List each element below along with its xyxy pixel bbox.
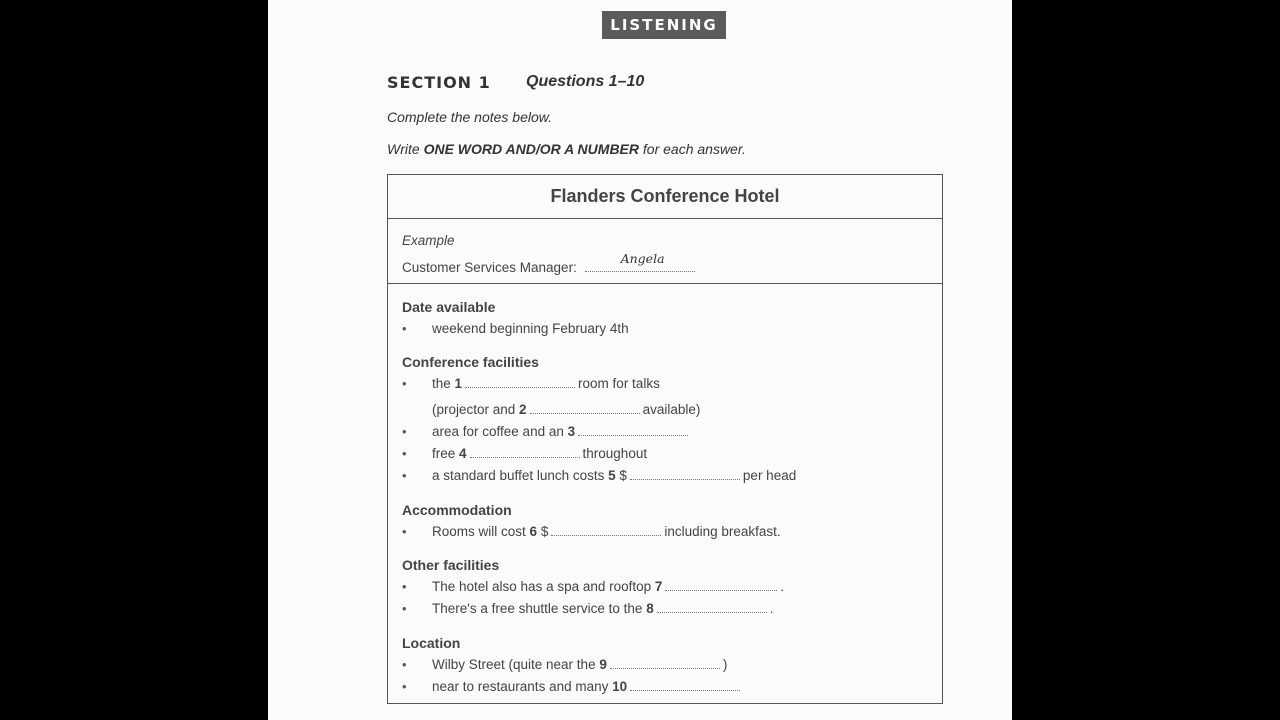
heading-other-facilities: Other facilities <box>402 557 500 573</box>
heading-conference-facilities: Conference facilities <box>402 354 539 370</box>
answer-blank-10[interactable] <box>630 679 740 691</box>
answer-blank-3[interactable] <box>578 424 688 436</box>
bullet: • <box>402 468 407 483</box>
example-line: Customer Services Manager: Angela <box>402 259 695 275</box>
bullet: • <box>402 657 407 672</box>
bullet: • <box>402 376 407 391</box>
section-label: SECTION 1 <box>387 73 491 92</box>
bullet: • <box>402 679 407 694</box>
instruction-word-limit: Write ONE WORD AND/OR A NUMBER for each answer. <box>387 141 746 157</box>
question-5-line: a standard buffet lunch costs 5 $ per head <box>432 468 797 483</box>
answer-blank-7[interactable] <box>665 579 777 591</box>
listening-banner: LISTENING <box>602 11 726 39</box>
answer-blank-5[interactable] <box>630 468 740 480</box>
example-section <box>388 219 942 284</box>
bullet: • <box>402 446 407 461</box>
bullet: • <box>402 601 407 616</box>
answer-blank-2[interactable] <box>530 402 640 414</box>
answer-blank-6[interactable] <box>551 524 661 536</box>
bullet: • <box>402 321 407 336</box>
question-8-line: There's a free shuttle service to the 8 . <box>432 601 774 616</box>
notes-title: Flanders Conference Hotel <box>388 175 942 219</box>
answer-blank-1[interactable] <box>465 376 575 388</box>
date-item: weekend beginning February 4th <box>432 321 629 336</box>
heading-location: Location <box>402 635 461 651</box>
example-answer-blank <box>585 251 695 272</box>
bullet: • <box>402 424 407 439</box>
example-label: Example <box>402 233 455 248</box>
question-2-line: (projector and 2 available) <box>432 402 701 417</box>
question-4-line: free 4 throughout <box>432 446 648 461</box>
answer-blank-4[interactable] <box>470 446 580 458</box>
question-6-line: Rooms will cost 6 $ including breakfast. <box>432 524 781 539</box>
question-9-line: Wilby Street (quite near the 9 ) <box>432 657 728 672</box>
bullet: • <box>402 579 407 594</box>
question-10-line: near to restaurants and many 10 <box>432 679 743 694</box>
heading-accommodation: Accommodation <box>402 502 512 518</box>
instruction-complete-notes: Complete the notes below. <box>387 109 552 125</box>
questions-range: Questions 1–10 <box>526 73 645 90</box>
heading-date-available: Date available <box>402 299 496 315</box>
answer-blank-8[interactable] <box>657 601 767 613</box>
question-1-line: the 1 room for talks <box>432 376 660 391</box>
exam-page <box>268 0 1012 720</box>
question-7-line: The hotel also has a spa and rooftop 7 . <box>432 579 785 594</box>
question-3-line: area for coffee and an 3 <box>432 424 691 439</box>
notes-box <box>387 174 943 704</box>
example-answer: Angela <box>620 251 665 266</box>
answer-blank-9[interactable] <box>610 657 720 669</box>
bullet: • <box>402 524 407 539</box>
